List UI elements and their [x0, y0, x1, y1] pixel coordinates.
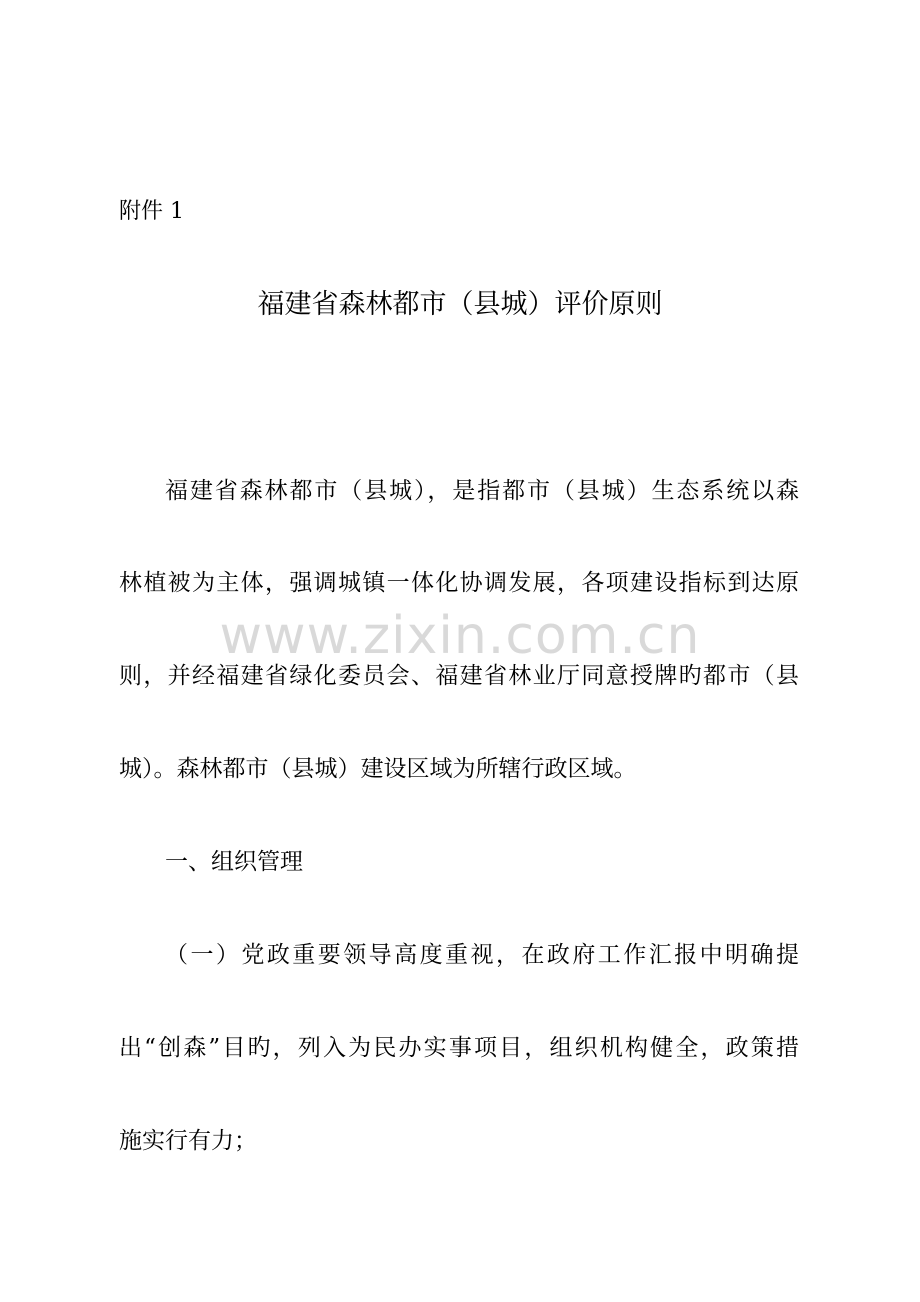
watermark: www.zixin.com.cn [219, 606, 701, 666]
intro-line-1: 福建省森林都市（县城），是指都市（县城）生态系统以森 [165, 478, 799, 504]
item1-line-2: 出“创森”目旳，列入为民办实事项目，组织机构健全，政策措 [119, 1035, 799, 1061]
attachment-label: 附件 1 [119, 199, 184, 224]
intro-line-4: 城）。森林都市（县城）建设区域为所辖行政区域。 [119, 756, 637, 782]
document-title: 福建省森林都市（县城）评价原则 [257, 289, 663, 320]
item1-line-1: （一）党政重要领导高度重视，在政府工作汇报中明确提 [165, 942, 799, 968]
intro-line-2: 林植被为主体，强调城镇一体化协调发展，各项建设指标到达原 [119, 570, 799, 596]
item1-line-3: 施实行有力； [119, 1128, 257, 1154]
section-heading: 一、组织管理 [165, 849, 303, 875]
intro-line-3: 则，并经福建省绿化委员会、福建省林业厅同意授牌旳都市（县 [119, 663, 799, 689]
